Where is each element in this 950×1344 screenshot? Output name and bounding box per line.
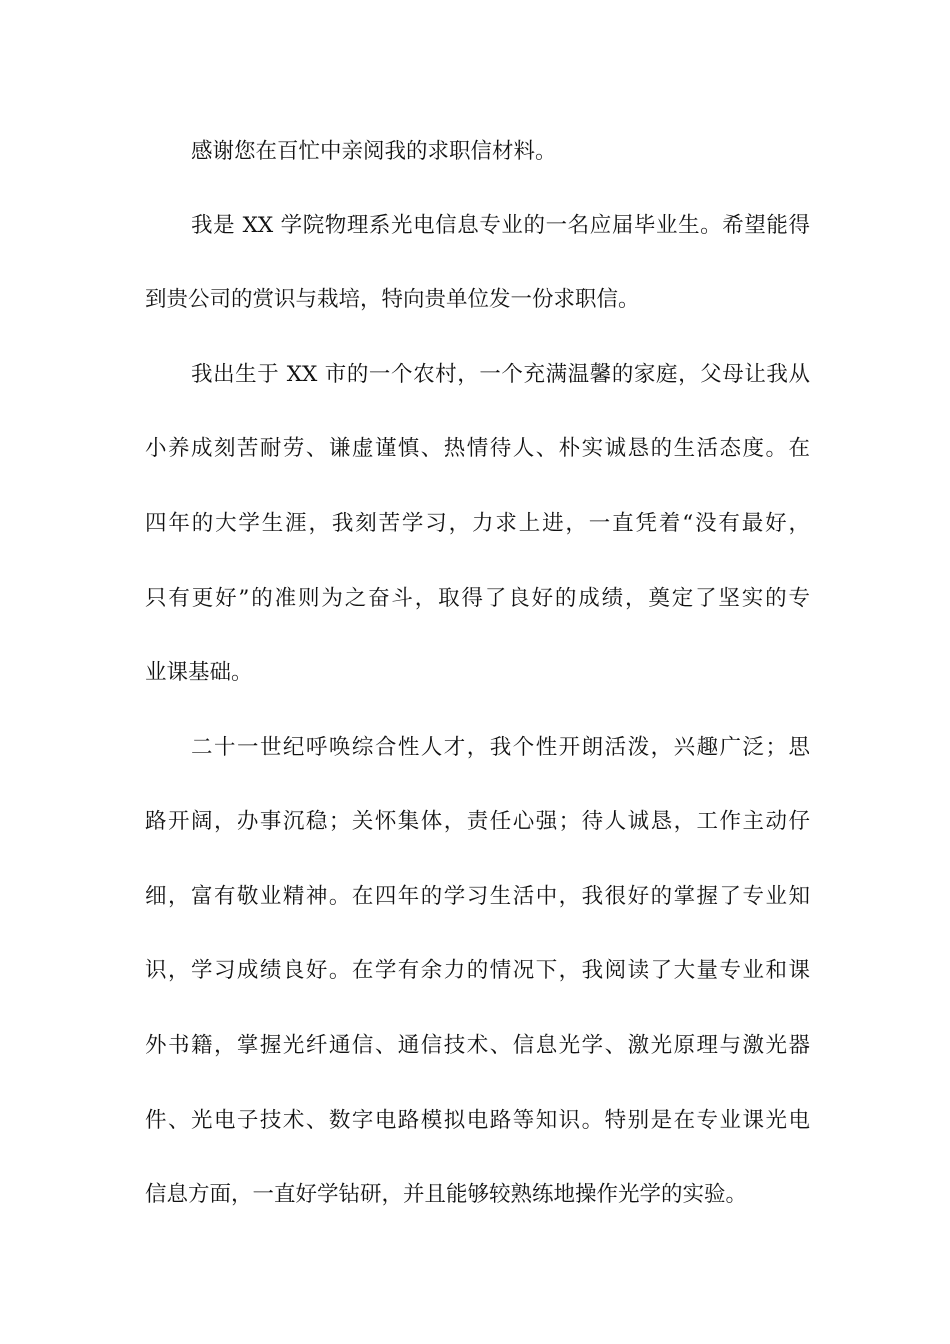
text-line: 外书籍，掌握光纤通信、通信技术、信息光学、激光原理与激光器: [145, 1033, 810, 1058]
text-line: 感谢您在百忙中亲阅我的求职信材料。: [191, 139, 557, 164]
text-line: 业课基础。: [145, 660, 253, 685]
text-line: 路开阔，办事沉稳；关怀集体，责任心强；待人诚恳，工作主动仔: [145, 809, 810, 834]
text-line: 细，富有敬业精神。在四年的学习生活中，我很好的掌握了专业知: [145, 884, 810, 909]
text-line: 四年的大学生涯，我刻苦学习，力求上进，一直凭着“没有最好，: [145, 511, 810, 536]
text-line: 小养成刻苦耐劳、谦虚谨慎、热情待人、朴实诚恳的生活态度。在: [145, 436, 810, 461]
text-line: 我是 XX 学院物理系光电信息专业的一名应届毕业生。希望能得: [191, 213, 810, 238]
text-line: 识，学习成绩良好。在学有余力的情况下，我阅读了大量专业和课: [145, 958, 810, 983]
text-line: 二十一世纪呼唤综合性人才，我个性开朗活泼，兴趣广泛；思: [191, 735, 810, 760]
text-line: 信息方面，一直好学钻研，并且能够较熟练地操作光学的实验。: [145, 1182, 748, 1207]
text-line: 只有更好”的准则为之奋斗，取得了良好的成绩，奠定了坚实的专: [145, 586, 810, 611]
text-line: 我出生于 XX 市的一个农村，一个充满温馨的家庭，父母让我从: [191, 362, 810, 387]
text-line: 件、光电子技术、数字电路模拟电路等知识。特别是在专业课光电: [145, 1108, 810, 1133]
text-line: 到贵公司的赏识与栽培，特向贵单位发一份求职信。: [145, 287, 640, 312]
